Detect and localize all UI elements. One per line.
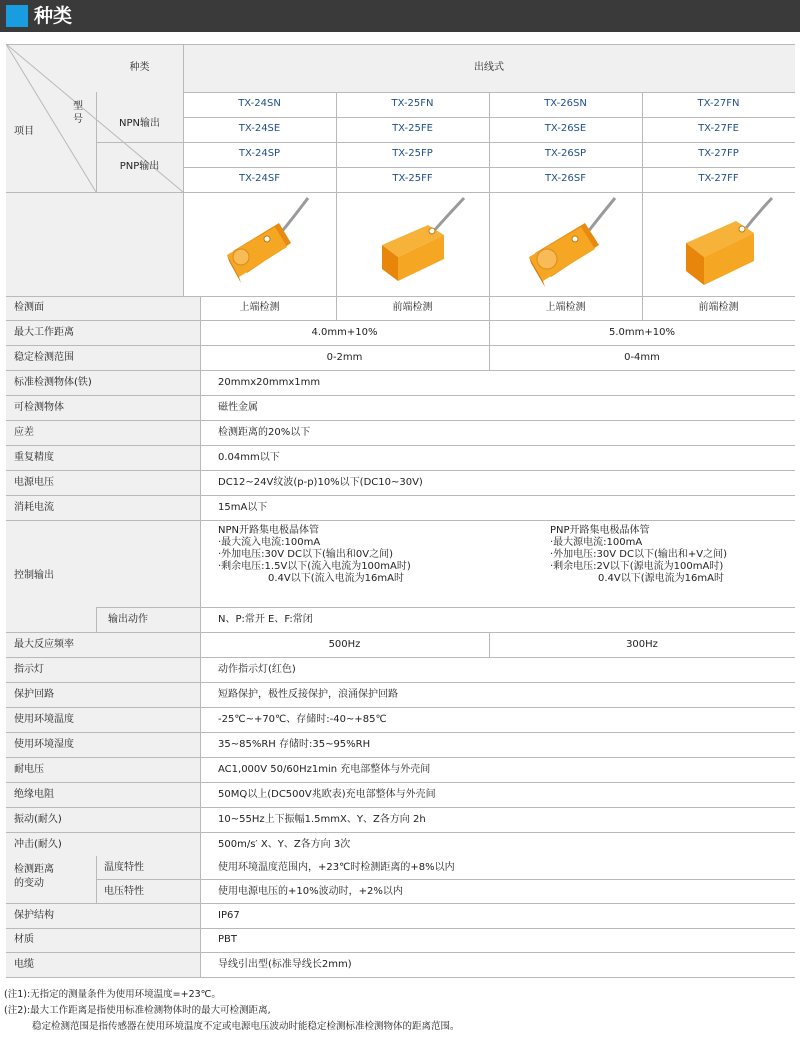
model-cell: TX-25FF (392, 173, 433, 184)
row-value: 500m/s′ X、Y、Z各方向 3次 (218, 839, 351, 850)
model-cell: TX-25FN (391, 98, 434, 109)
row-value: 15mA以下 (218, 502, 268, 513)
sensor-image-front-detect (642, 193, 795, 296)
pnp-output-line: ·最大源电流:100mA (550, 537, 643, 548)
row-label: 最大工作距离 (14, 327, 74, 338)
row-value: 0.04mm以下 (218, 452, 280, 463)
model-label: 型号 (73, 101, 83, 125)
row-label: 检测面 (14, 302, 44, 313)
pnp-output-line: ·剩余电压:2V以下(源电流为100mA时) (550, 561, 724, 572)
row-value: PBT (218, 934, 237, 945)
row-label: 可检测物体 (14, 402, 64, 413)
note-2: (注2):最大工作距离是指使用标准检测物体时的最大可检测距离, (4, 1005, 271, 1016)
row-label: 振动(耐久) (14, 814, 62, 825)
variation-label-line1: 检测距离 (14, 864, 54, 875)
row-value: DC12~24V纹波(p-p)10%以下(DC10~30V) (218, 477, 423, 488)
row-value: AC1,000V 50/60Hz1min 充电部整体与外壳间 (218, 764, 431, 775)
row-value: 50MQ以上(DC500V兆欧表)充电部整体与外壳间 (218, 789, 436, 800)
freq-value: 500Hz (328, 639, 361, 650)
row-label: 保护结构 (14, 910, 54, 921)
row-label: 最大反应频率 (14, 639, 74, 650)
npn-output-title: NPN开路集电极晶体管 (218, 525, 319, 536)
row-value: 35~85%RH 存储时:35~95%RH (218, 739, 371, 750)
volt-char-value: 使用电源电压的+10%波动时，+2%以内 (218, 886, 403, 897)
pnp-output-title: PNP开路集电极晶体管 (550, 525, 650, 536)
model-cell: TX-24SE (238, 123, 281, 134)
row-label: 保护回路 (14, 689, 54, 700)
row-label: 重复精度 (14, 452, 54, 463)
freq-value: 300Hz (626, 639, 658, 650)
pnp-label: PNP输出 (119, 161, 160, 172)
note-3: 稳定检测范围是指传感器在使用环境温度不定或电源电压波动时能稳定检测标准检测物体的距离范围。 (32, 1021, 460, 1032)
kind-label: 种类 (129, 62, 150, 73)
section-title: 种类 (34, 5, 73, 27)
row-value: 导线引出型(标准导线长2mm) (218, 959, 352, 970)
output-action-label: 输出动作 (108, 614, 148, 625)
note-1: (注1):无指定的测量条件为使用环境温度=+23℃。 (4, 989, 221, 1000)
model-cell: TX-24SF (239, 173, 280, 184)
row-label: 使用环境温度 (14, 714, 74, 725)
npn-output-line: ·外加电压:30V DC以下(输出和0V之间) (218, 549, 393, 560)
detect-face-value: 上端检测 (239, 302, 280, 313)
max-distance-value: 5.0mm+10% (609, 327, 675, 338)
output-action-value: N、P:常开 E、F:常闭 (218, 614, 313, 625)
row-value: 短路保护，极性反接保护，浪涌保护回路 (218, 689, 398, 700)
row-label: 使用环境湿度 (14, 739, 74, 750)
npn-output-line: ·剩余电压:1.5V以下(流入电流为100mA时) (218, 561, 411, 572)
row-label: 冲击(耐久) (14, 839, 62, 850)
stable-range-value: 0-4mm (624, 352, 660, 363)
row-value: 动作指示灯(红色) (218, 664, 296, 675)
row-label: 电缆 (14, 959, 34, 970)
row-value: 磁性金属 (218, 402, 258, 413)
model-cell: TX-24SP (238, 148, 281, 159)
row-value: 10~55Hz上下振幅1.5mmX、Y、Z各方向 2h (218, 814, 426, 825)
row-label: 耐电压 (14, 764, 44, 775)
npn-label: NPN输出 (119, 118, 160, 129)
model-cell: TX-26SF (545, 173, 586, 184)
model-cell: TX-27FF (698, 173, 739, 184)
npn-output-line: ·最大流入电流:100mA (218, 537, 321, 548)
sensor-image-top-detect (183, 193, 336, 296)
row-label: 稳定检测范围 (14, 352, 74, 363)
temp-char-label: 温度特性 (104, 862, 144, 873)
model-cell: TX-26SP (544, 148, 587, 159)
max-distance-value: 4.0mm+10% (311, 327, 378, 338)
row-label: 绝缘电阻 (14, 789, 54, 800)
model-cell: TX-26SE (544, 123, 587, 134)
row-value: 检测距离的20%以下 (218, 427, 311, 438)
volt-char-label: 电压特性 (104, 886, 144, 897)
row-label: 指示灯 (14, 664, 44, 675)
model-cell: TX-27FN (697, 98, 740, 109)
row-label: 控制输出 (14, 570, 54, 581)
stable-range-value: 0-2mm (326, 352, 363, 363)
row-value: -25℃~+70℃、存储时:-40~+85℃ (218, 714, 387, 725)
model-cell: TX-27FE (698, 123, 739, 134)
row-value: IP67 (218, 910, 240, 921)
row-label: 应差 (14, 427, 34, 438)
npn-output-line: 0.4V以下(流入电流为16mA时 (268, 573, 404, 584)
sensor-image-top-detect (489, 193, 642, 296)
item-label: 项目 (14, 126, 34, 137)
row-value: 20mmx20mmx1mm (218, 377, 321, 388)
section-accent (6, 5, 28, 27)
detect-face-value: 前端检测 (698, 302, 739, 313)
variation-label-line2: 的变动 (14, 878, 44, 889)
model-cell: TX-25FE (392, 123, 433, 134)
model-cell: TX-26SN (544, 98, 587, 109)
row-label: 材质 (14, 934, 34, 945)
model-cell: TX-24SN (238, 98, 281, 109)
row-label: 消耗电流 (14, 502, 54, 513)
pnp-output-line: ·外加电压:30V DC以下(输出和+V之间) (550, 549, 727, 560)
model-cell: TX-25FP (392, 148, 433, 159)
detect-face-value: 前端检测 (392, 302, 433, 313)
section-header (0, 0, 800, 32)
kind-value: 出线式 (474, 62, 504, 73)
sensor-image-front-detect (336, 193, 489, 296)
pnp-output-line: 0.4V以下(源电流为16mA时 (598, 573, 724, 584)
temp-char-value: 使用环境温度范围内，+23℃时检测距离的+8%以内 (218, 862, 455, 873)
model-cell: TX-27FP (698, 148, 739, 159)
detect-face-value: 上端检测 (545, 302, 586, 313)
row-label: 标准检测物体(铁) (14, 377, 92, 388)
row-label: 电源电压 (14, 477, 54, 488)
